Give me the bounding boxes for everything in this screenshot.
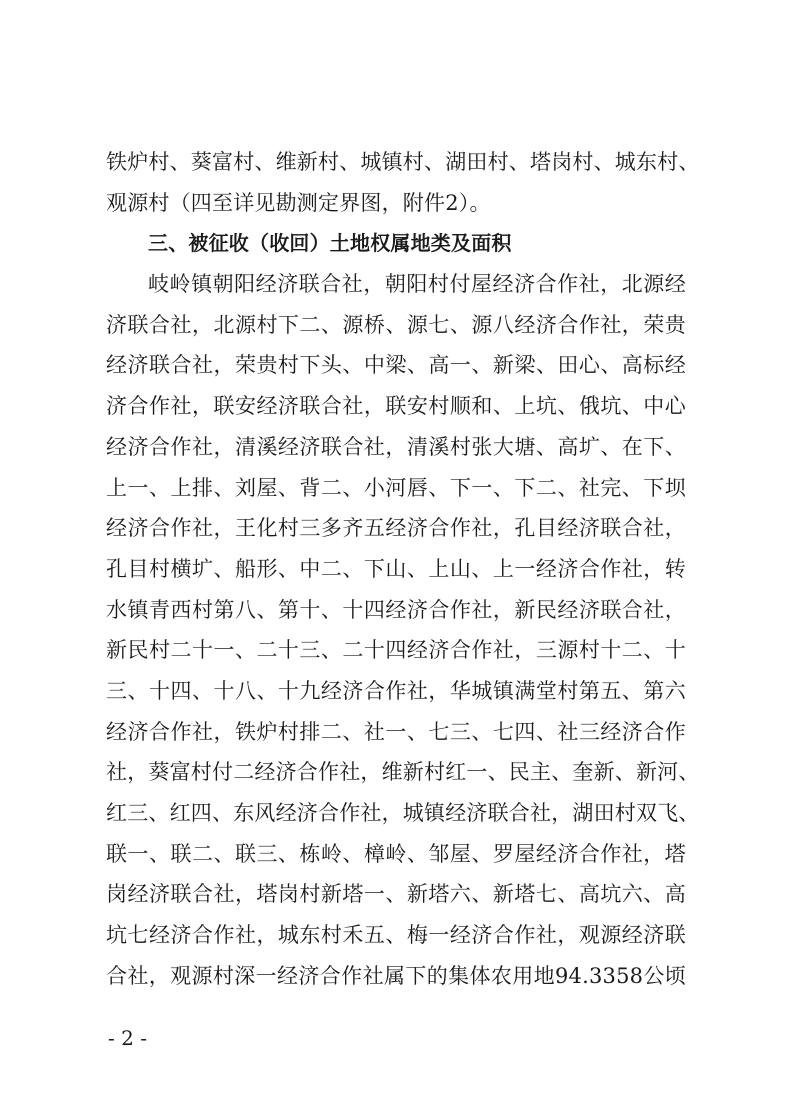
text-line: 经济合作社，王化村三多齐五经济合作社，孔目经济联合社， — [106, 516, 686, 541]
text-line: 联一、联二、联三、栋岭、樟岭、邹屋、罗屋经济合作社，塔 — [106, 841, 686, 866]
text-line: 孔目村横圹、船形、中二、下山、上山、上一经济合作社，转 — [106, 556, 686, 581]
text-line: 岗经济联合社，塔岗村新塔一、新塔六、新塔七、高坑六、高 — [106, 882, 686, 907]
text-line: 观源村（四至详见勘测定界图，附件2）。 — [106, 190, 491, 215]
text-line: 济联合社，北源村下二、源桥、源七、源八经济合作社，荣贵 — [106, 312, 686, 337]
text-line: 经济合作社，铁炉村排二、社一、七三、七四、社三经济合作 — [106, 719, 686, 744]
section-heading: 三、被征收（收回）土地权属地类及面积 — [148, 231, 512, 256]
page-number: - 2 - — [108, 1026, 147, 1050]
text-line: 红三、红四、东风经济合作社，城镇经济联合社，湖田村双飞、 — [106, 801, 700, 825]
text-line: 社，葵富村付二经济合作社，维新村红一、民主、奎新、新河、 — [106, 760, 700, 785]
text-line: 新民村二十一、二十三、二十四经济合作社，三源村十二、十 — [106, 638, 686, 663]
text-line: 济合作社，联安经济联合社，联安村顺和、上坑、俄坑、中心 — [106, 394, 686, 419]
text-line: 上一、上排、刘屋、背二、小河唇、下一、下二、社完、下坝 — [106, 475, 686, 500]
text-line: 三、十四、十八、十九经济合作社，华城镇满堂村第五、第六 — [106, 678, 686, 703]
text-line: 经济合作社，清溪经济联合社，清溪村张大塘、高圹、在下、 — [106, 434, 686, 459]
text-line: 经济联合社，荣贵村下头、中梁、高一、新梁、田心、高标经 — [106, 353, 686, 378]
text-line: 铁炉村、葵富村、维新村、城镇村、湖田村、塔岗村、城东村、 — [106, 150, 700, 174]
body-text — [106, 142, 700, 996]
text-line: 岐岭镇朝阳经济联合社，朝阳村付屋经济合作社，北源经 — [148, 272, 686, 297]
text-line: 坑七经济合作社，城东村禾五、梅一经济合作社，观源经济联 — [106, 923, 686, 948]
text-line: 水镇青西村第八、第十、十四经济合作社，新民经济联合社， — [106, 597, 686, 622]
text-line: 合社，观源村深一经济合作社属下的集体农用地94.3358公顷 — [106, 963, 686, 988]
